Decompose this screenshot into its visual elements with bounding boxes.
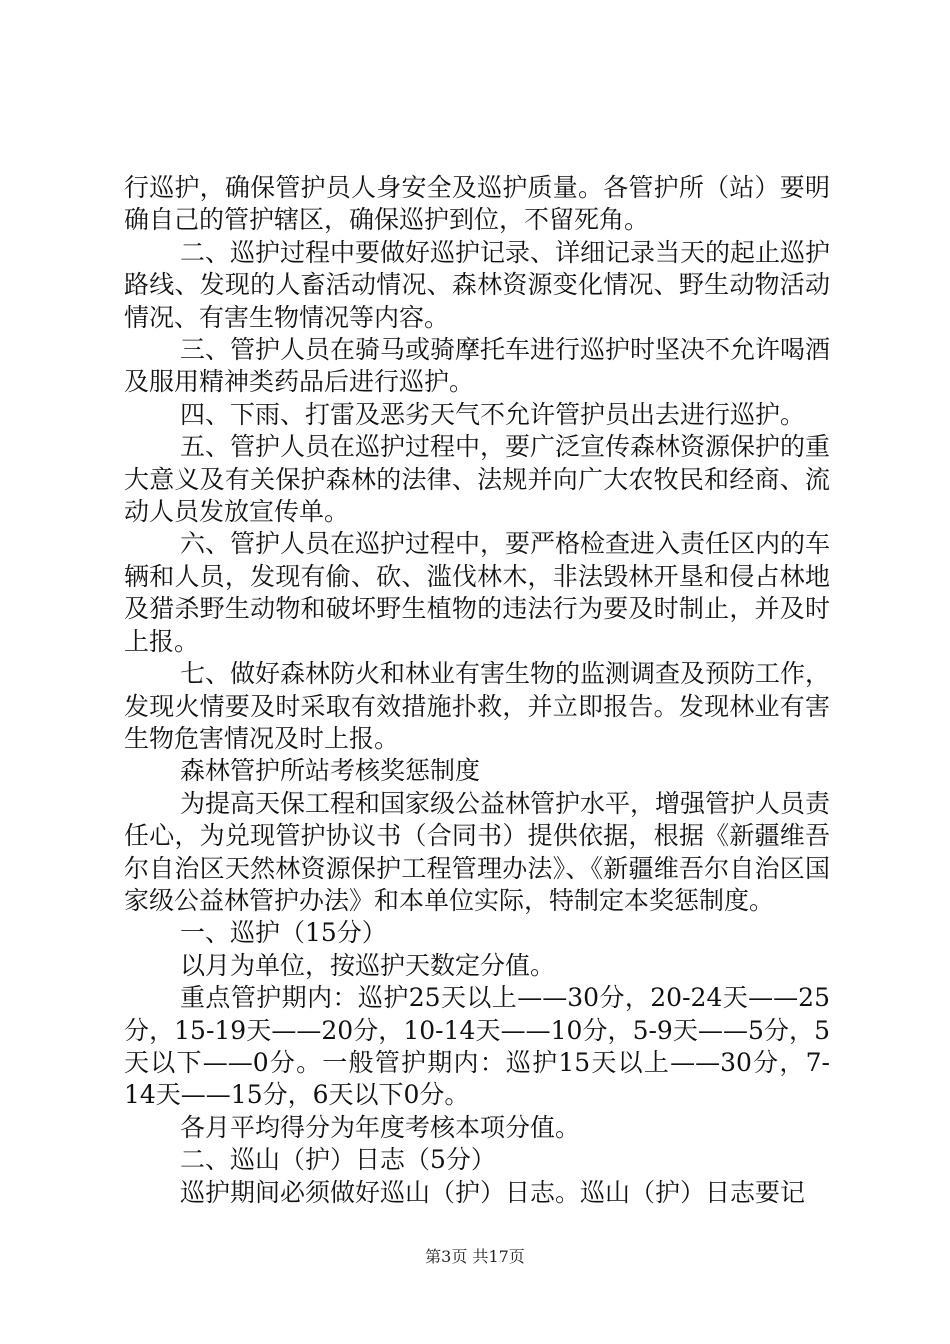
paragraph-7: 七、做好森林防火和林业有害生物的监测调查及预防工作，发现火情要及时采取有效措施扑救，并立即报告。发现林业有害生物危害情况及时上报。 bbox=[124, 659, 831, 753]
paragraph-6: 六、管护人员在巡护过程中，要严格检查进入责任区内的车辆和人员，发现有偷、砍、滥伐林木，非法毁林开垦和侵占林地及猎杀野生动物和破坏野生植物的违法行为要及时制止，并及时上报。 bbox=[124, 529, 831, 656]
paragraph-patrol-average: 各月平均得分为年度考核本项分值。 bbox=[180, 1112, 581, 1142]
paragraph-patrol-basis: 以月为单位，按巡护天数定分值。 bbox=[180, 950, 556, 980]
paragraph-2: 二、巡护过程中要做好巡护记录、详细记录当天的起止巡护路线、发现的人畜活动情况、森林资源变化情况、野生动物活动情况、有害生物情况等内容。 bbox=[124, 237, 831, 332]
paragraph-1: 行巡护，确保管护员人身安全及巡护质量。各管护所（站）要明确自己的管护辖区，确保巡护到位，不留死角。 bbox=[124, 173, 830, 235]
item-heading-patrol: 一、巡护（15分） bbox=[180, 918, 387, 948]
item-heading-log: 二、巡山（护）日志（5分） bbox=[180, 1145, 496, 1175]
paragraph-intro: 为提高天保工程和国家级公益林管护水平，增强管护人员责任心，为兑现管护协议书（合同书）提供依据，根据《新疆维吾尔自治区天然林资源保护工程管理办法》、《新疆维吾尔自治区国家级公益林管护办法》和本单位实际，特制定本奖惩制度。 bbox=[124, 788, 831, 915]
page-footer: 第3页 共17页 bbox=[425, 1247, 525, 1266]
paragraph-4: 四、下雨、打雷及恶劣天气不允许管护员出去进行巡护。 bbox=[180, 399, 806, 429]
paragraph-3: 三、管护人员在骑马或骑摩托车进行巡护时坚决不允许喝酒及服用精神类药品后进行巡护。 bbox=[124, 335, 831, 397]
document-body bbox=[124, 172, 830, 1209]
paragraph-5: 五、管护人员在巡护过程中，要广泛宣传森林资源保护的重大意义及有关保护森林的法律、法规并向广大农牧民和经商、流动人员发放宣传单。 bbox=[124, 432, 831, 527]
section-heading: 森林管护所站考核奖惩制度 bbox=[180, 756, 481, 786]
paragraph-log: 巡护期间必须做好巡山（护）日志。巡山（护）日志要记 bbox=[180, 1177, 806, 1207]
paragraph-patrol-scores: 重点管护期内：巡护25天以上——30分，20-24天——25分，15-19天——20分，10-14天——10分，5-9天——5分，5天以下——0分。一般管护期内：巡护15天以上——30分，7-14天——15分，6天以下0分。 bbox=[124, 983, 830, 1110]
